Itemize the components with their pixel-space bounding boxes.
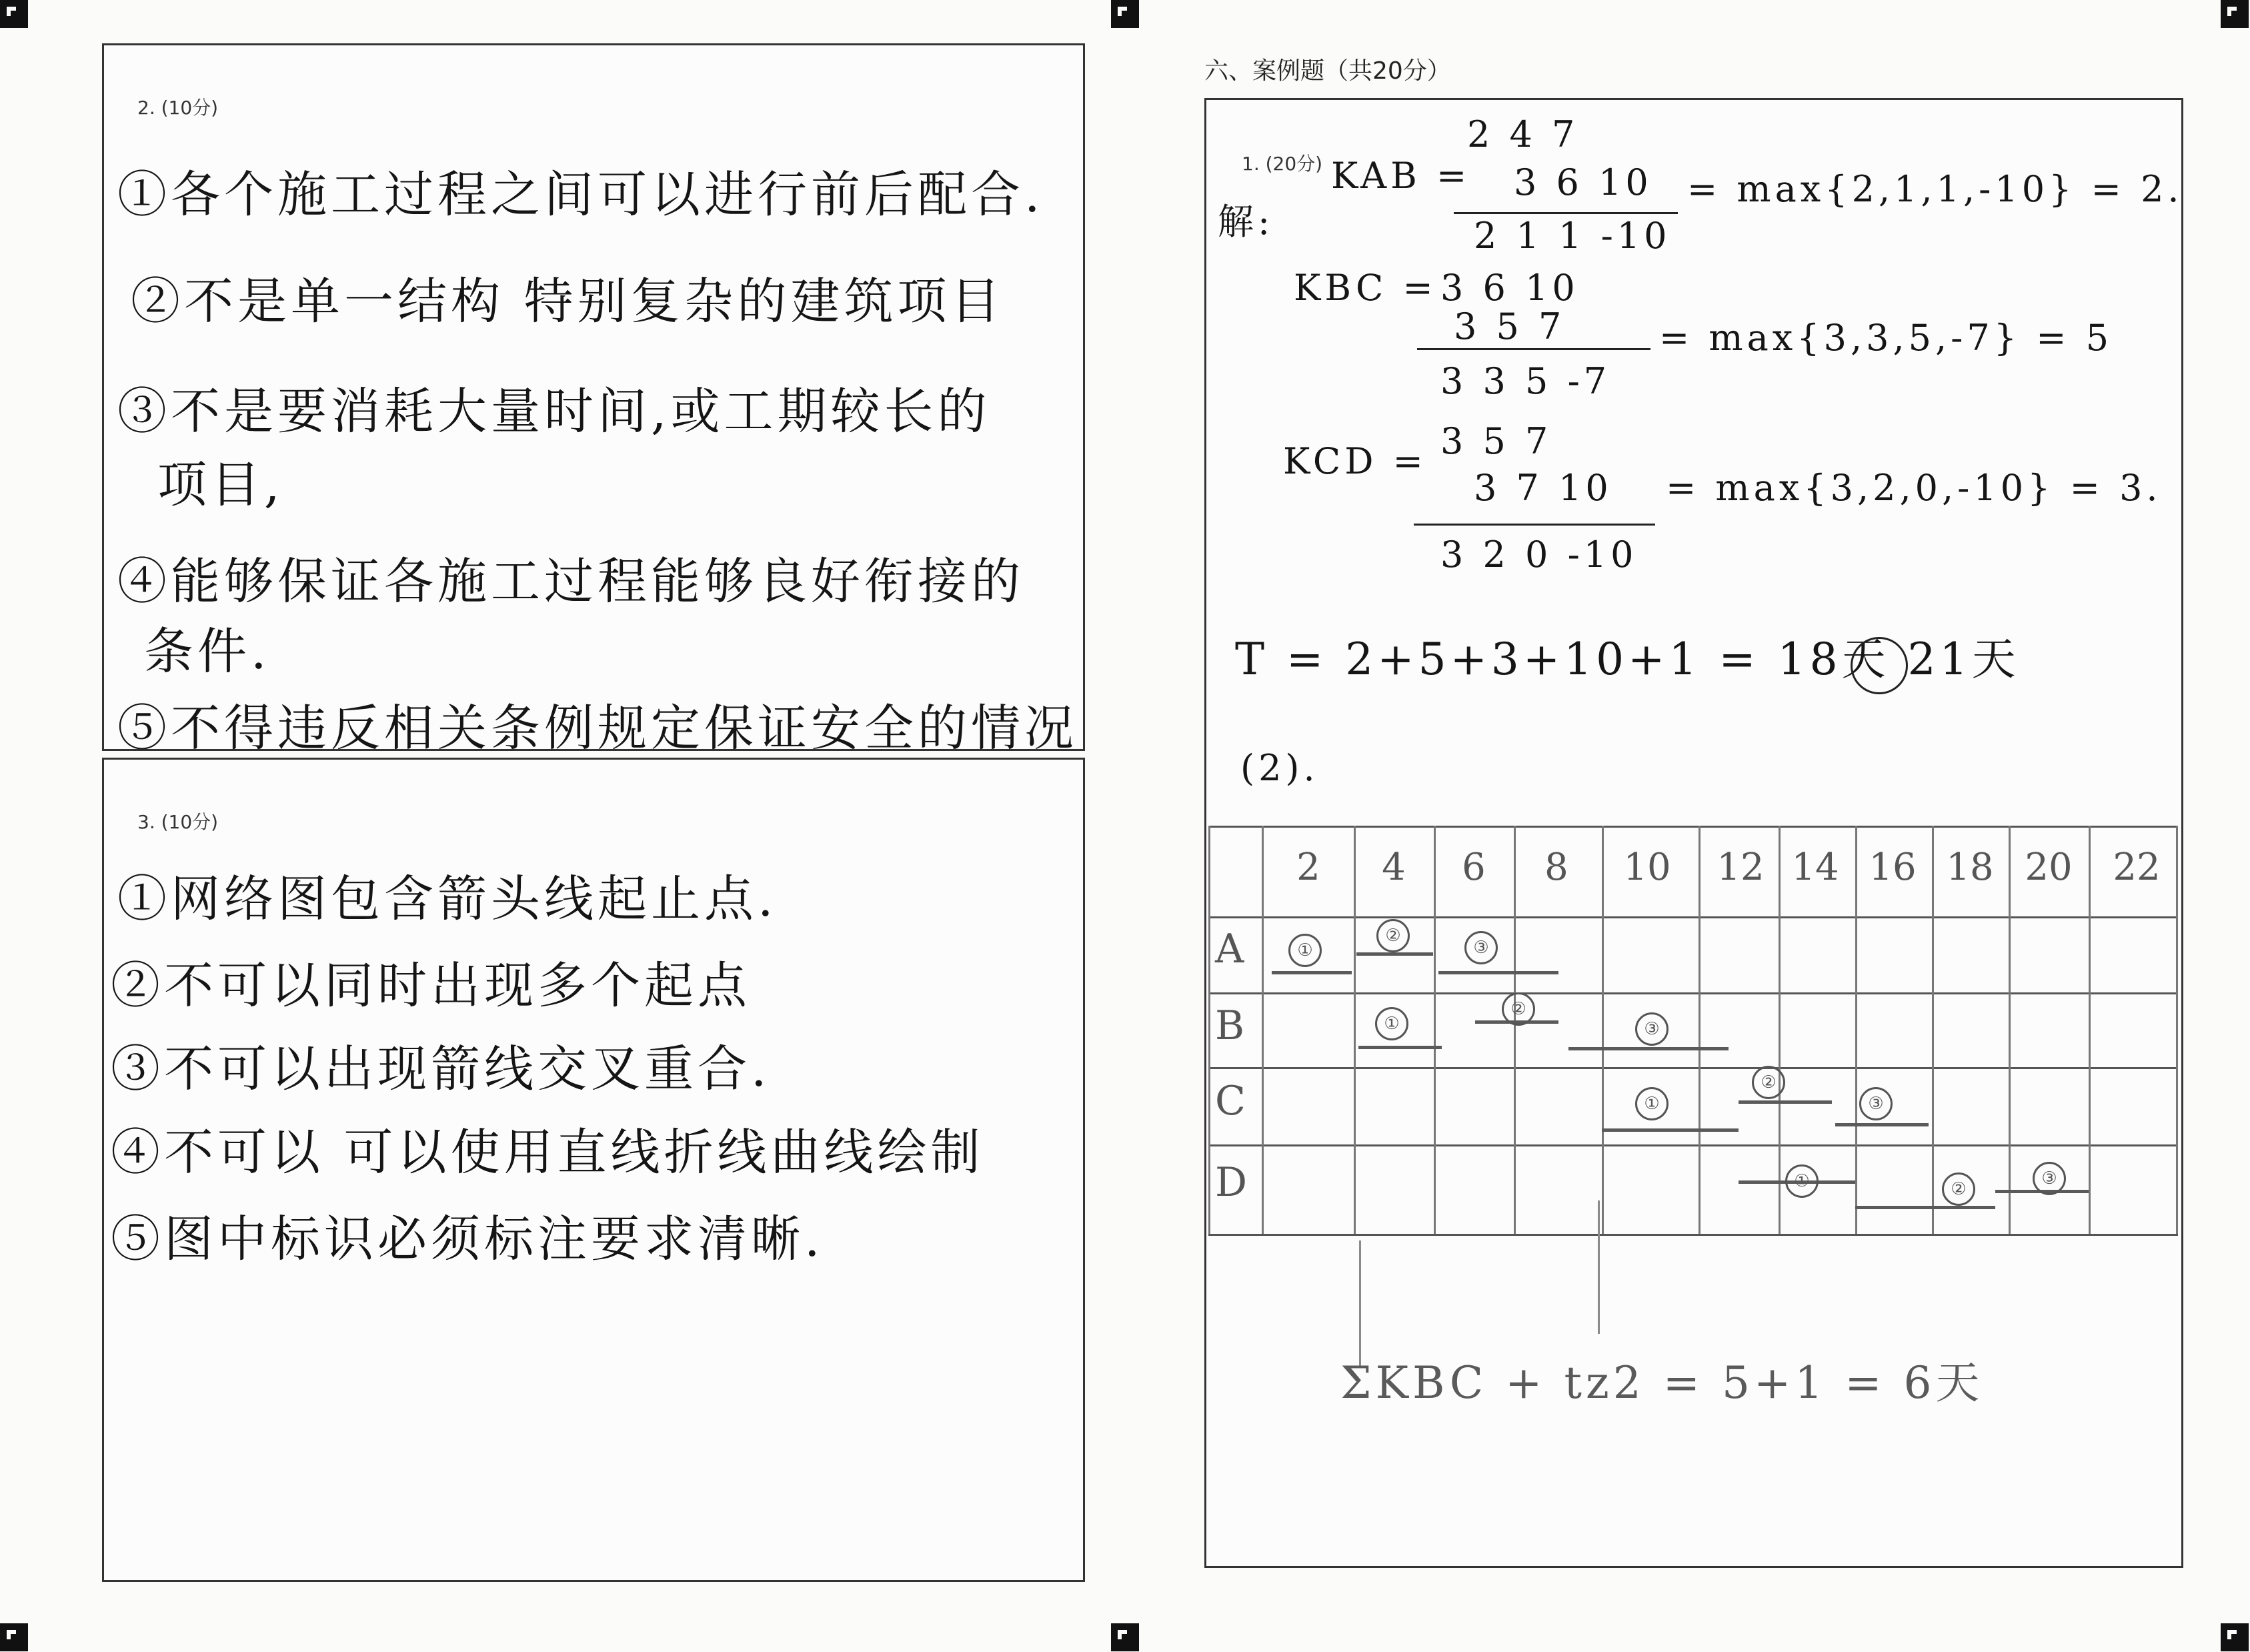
kcd-row-2: 3 7 10 [1474, 467, 1612, 509]
schedule-bar [1358, 1046, 1442, 1049]
solution-label: 解: [1218, 201, 1274, 243]
row-label-d: D [1215, 1159, 1248, 1206]
segment-number-circle: ① [1785, 1164, 1819, 1198]
segment-number-circle: ① [1288, 934, 1322, 967]
q3-line-4: ④不可以 可以使用直线折线曲线绘制 [111, 1124, 984, 1181]
grid-vline [2009, 826, 2011, 1234]
q3-line-1: ①网络图包含箭头线起止点. [117, 870, 778, 928]
kbc-fraction-line [1417, 348, 1650, 350]
kcd-fraction-line [1414, 524, 1655, 526]
registration-marker-bottom-center [1111, 1623, 1139, 1651]
registration-marker-bottom-left [0, 1623, 28, 1651]
question-3-answer-box [102, 758, 1085, 1582]
grid-vline [2176, 826, 2178, 1234]
kbc-row-3: 3 3 5 -7 [1440, 360, 1611, 402]
schedule-bar [1739, 1100, 1832, 1104]
kcd-result: = max{3,2,0,-10} = 3. [1666, 467, 2162, 509]
schedule-grid [1208, 826, 2178, 1239]
segment-number-circle: ③ [1635, 1012, 1668, 1046]
grid-vline [1208, 826, 1210, 1234]
kbc-result: = max{3,3,5,-7} = 5 [1659, 317, 2113, 359]
kab-row-2: 3 6 10 [1514, 161, 1652, 203]
grid-vline [1699, 826, 1701, 1234]
segment-number-circle: ① [1375, 1007, 1408, 1040]
time-tick-10: 10 [1623, 846, 1671, 889]
kcd-name: KCD = [1283, 440, 1427, 482]
segment-number-circle: ① [1635, 1087, 1668, 1120]
kcd-row-3: 3 2 0 -10 [1440, 534, 1638, 576]
row-label-a: A [1215, 926, 1244, 972]
question-2-answer-box [102, 43, 1085, 757]
time-tick-14: 14 [1791, 846, 1839, 889]
schedule-bar [1568, 1047, 1729, 1050]
schedule-bar [1356, 952, 1433, 956]
schedule-bar [1855, 1206, 1995, 1209]
grid-hline [1208, 1234, 2178, 1236]
time-tick-20: 20 [2025, 846, 2073, 889]
grid-vline [1602, 826, 1604, 1234]
q2-line-3: ③不是要消耗大量时间,或工期较长的 [117, 383, 991, 440]
kab-row-1: 2 4 7 [1467, 113, 1579, 155]
q2-line-5: ④能够保证各施工过程能够良好衔接的 [117, 553, 1024, 610]
segment-number-circle: ② [1376, 919, 1410, 952]
grid-vline [1932, 826, 1934, 1234]
kbc-name: KBC = [1294, 267, 1437, 309]
segment-number-circle: ② [1752, 1066, 1785, 1099]
question-3-label: 3. (10分) [137, 811, 219, 833]
schedule-bar [1272, 971, 1352, 974]
grid-vline [2089, 826, 2091, 1234]
registration-marker-top-left [0, 0, 28, 28]
q2-line-7: ⑤不得违反相关条例规定保证安全的情况 [117, 700, 1078, 757]
registration-marker-top-right [2221, 0, 2249, 28]
kab-result: = max{2,1,1,-10} = 2. [1687, 168, 2183, 210]
q3-line-2: ②不可以同时出现多个起点 [111, 957, 751, 1014]
grid-vline [1434, 826, 1436, 1234]
kbc-row-1: 3 6 10 [1440, 267, 1579, 309]
total-duration-line: T = 2+5+3+10+1 = 18天 21天 [1235, 634, 2020, 685]
part-2-label: (2). [1240, 747, 1319, 789]
time-tick-16: 16 [1869, 846, 1917, 889]
crossed-out-circle [1851, 637, 1908, 694]
row-label-c: C [1215, 1078, 1246, 1124]
time-tick-2: 2 [1296, 846, 1320, 889]
grid-vline [1855, 826, 1857, 1234]
pencil-guide-line [1598, 1200, 1600, 1334]
kcd-row-1: 3 5 7 [1440, 420, 1552, 462]
q3-line-5: ⑤图中标识必须标注要求清晰. [111, 1210, 824, 1268]
kab-fraction-line [1454, 212, 1678, 214]
kab-row-3: 2 1 1 -10 [1474, 215, 1671, 257]
segment-number-circle: ③ [2033, 1162, 2066, 1195]
q2-line-4: 项目, [157, 456, 284, 514]
time-tick-8: 8 [1544, 846, 1568, 889]
case-study-section-title: 六、案例题（共20分） [1204, 57, 1451, 85]
schedule-bar [1602, 1128, 1739, 1132]
kbc-row-2: 3 5 7 [1454, 305, 1566, 347]
kab-name: KAB = [1331, 155, 1471, 197]
segment-number-circle: ③ [1859, 1087, 1893, 1120]
registration-marker-bottom-right [2221, 1623, 2249, 1651]
schedule-bar [1835, 1123, 1929, 1126]
segment-number-circle: ③ [1464, 931, 1498, 964]
kbc-sum-line: ΣKBC + tz2 = 5+1 = 6天 [1340, 1357, 1984, 1409]
row-label-b: B [1215, 1002, 1245, 1049]
schedule-bar [1438, 971, 1558, 974]
grid-vline [1514, 826, 1516, 1234]
time-tick-6: 6 [1462, 846, 1486, 889]
time-tick-12: 12 [1717, 846, 1765, 889]
q2-line-6: 条件. [144, 623, 271, 680]
grid-vline [1262, 826, 1264, 1234]
segment-number-circle: ② [1502, 992, 1535, 1026]
registration-marker-top-center [1111, 0, 1139, 28]
segment-number-circle: ② [1942, 1172, 1975, 1206]
q2-line-2: ②不是单一结构 特别复杂的建筑项目 [131, 273, 1004, 330]
time-tick-18: 18 [1946, 846, 1994, 889]
time-tick-22: 22 [2113, 846, 2161, 889]
question-2-label: 2. (10分) [137, 97, 219, 119]
q2-line-1: ①各个施工过程之间可以进行前后配合. [117, 166, 1044, 223]
question-1-label: 1. (20分) [1242, 153, 1323, 175]
grid-vline [1779, 826, 1781, 1234]
time-tick-4: 4 [1382, 846, 1406, 889]
q3-line-3: ③不可以出现箭线交叉重合. [111, 1040, 771, 1098]
grid-vline [1354, 826, 1356, 1234]
